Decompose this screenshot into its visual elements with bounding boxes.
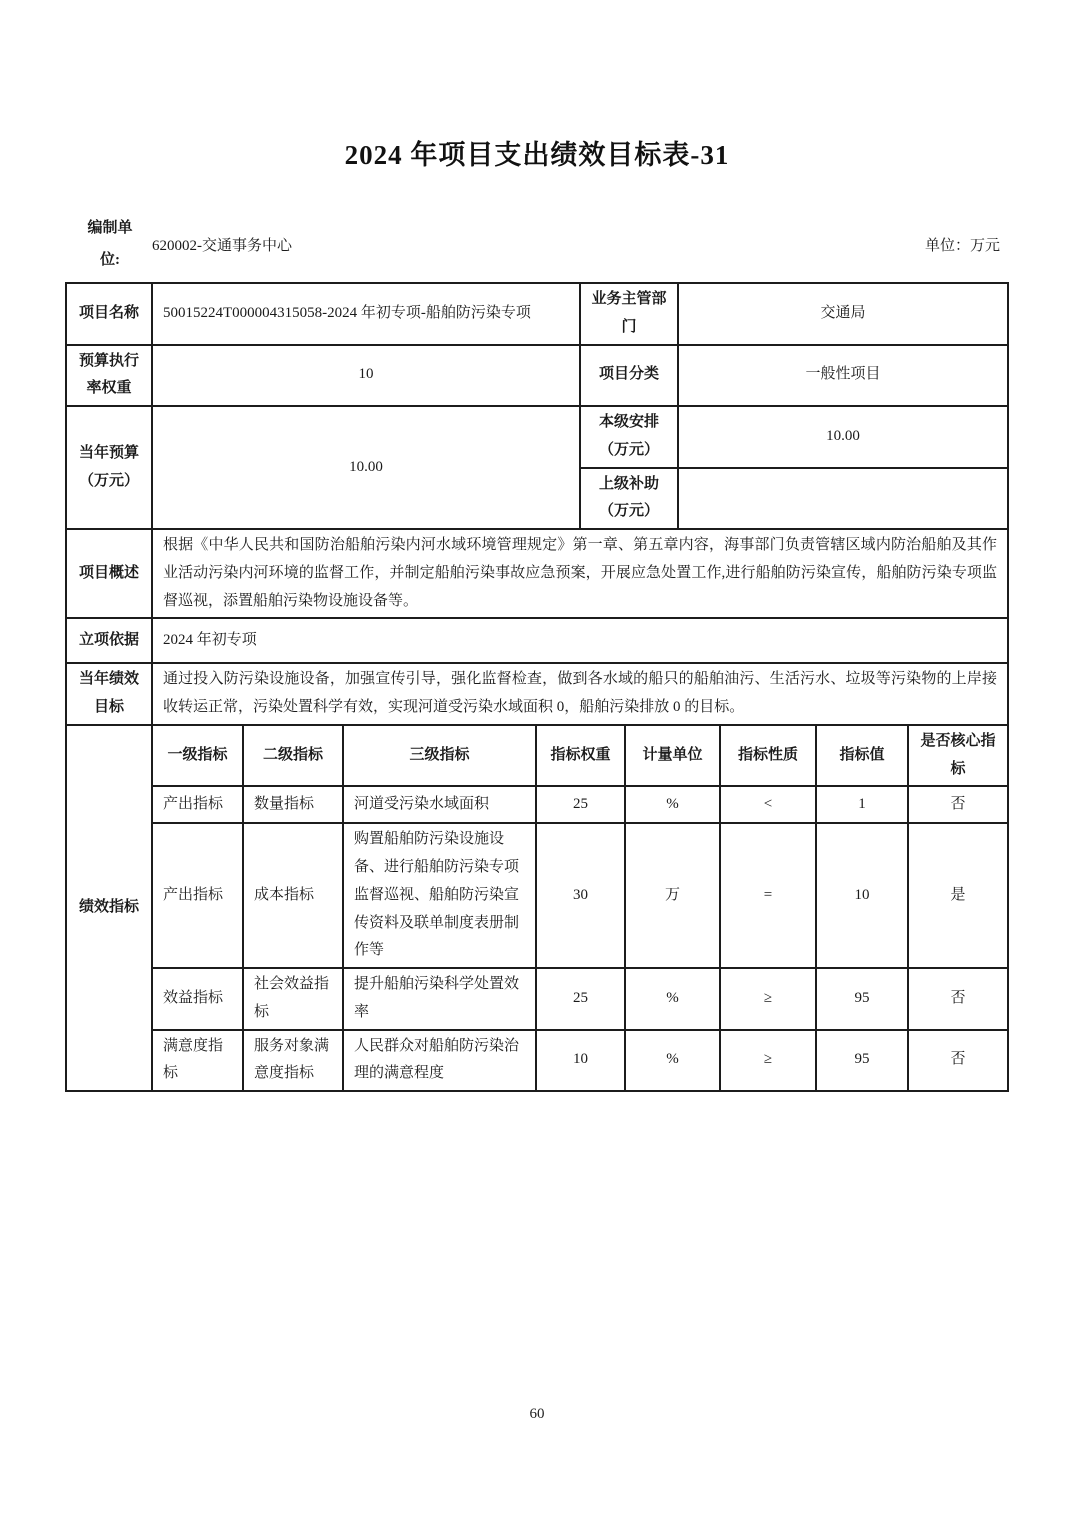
local-arrangement-label: 本级安排（万元） [580,406,678,468]
basis-label: 立项依据 [66,618,152,663]
value-cell: 1 [816,786,908,823]
header-value: 指标值 [816,725,908,787]
project-name-value: 50015224T000004315058-2024 年初专项-船舶防污染专项 [152,283,580,345]
level1-cell: 产出指标 [152,823,243,968]
annual-budget-label: 当年预算（万元） [66,406,152,529]
level3-cell: 人民群众对船舶防污染治理的满意程度 [343,1030,536,1092]
indicator-header-row [66,725,1008,787]
annual-budget-value: 10.00 [152,406,580,529]
header-core: 是否核心指标 [908,725,1008,787]
indicator-row [66,823,1008,968]
level2-cell: 数量指标 [243,786,343,823]
unit-note: 单位：万元 [924,238,1000,255]
level1-cell: 效益指标 [152,968,243,1030]
category-value: 一般性项目 [678,345,1008,407]
indicator-row [66,786,1008,823]
nature-cell: ≥ [720,1030,816,1092]
nature-cell: = [720,823,816,968]
header-unit: 计量单位 [625,725,720,787]
level3-cell: 提升船舶污染科学处置效率 [343,968,536,1030]
row-project-name [66,283,1008,345]
annual-goal-label: 当年绩效目标 [66,663,152,725]
value-cell: 10 [816,823,908,968]
level3-cell: 河道受污染水域面积 [343,786,536,823]
unit-cell: % [625,786,720,823]
superior-subsidy-label: 上级补助（万元） [580,468,678,530]
level3-cell: 购置船舶防污染设施设备、进行船舶防污染专项监督巡视、船舶防污染宣传资料及联单制度表册制作等 [343,823,536,968]
local-arrangement-value: 10.00 [678,406,1008,468]
core-cell: 是 [908,823,1008,968]
level1-cell: 满意度指标 [152,1030,243,1092]
header-weight: 指标权重 [536,725,625,787]
superior-subsidy-value [678,468,1008,530]
budget-weight-value: 10 [152,345,580,407]
header-nature: 指标性质 [720,725,816,787]
basis-value: 2024 年初专项 [152,618,1008,663]
header-level3: 三级指标 [343,725,536,787]
unit-cell: % [625,968,720,1030]
weight-cell: 25 [536,968,625,1030]
header-level1: 一级指标 [152,725,243,787]
overview-label: 项目概述 [66,529,152,618]
row-local-arrangement [66,406,1008,468]
row-overview [66,529,1008,618]
performance-target-table [65,282,1009,1092]
level2-cell: 社会效益指标 [243,968,343,1030]
level2-cell: 服务对象满意度指标 [243,1030,343,1092]
unit-cell: 万 [625,823,720,968]
overview-value: 根据《中华人民共和国防治船舶污染内河水域环境管理规定》第一章、第五章内容，海事部门负责管辖区域内防治船舶及其作业活动污染内河环境的监督工作，并制定船舶污染事故应急预案，开展应急处置工作,进行船舶防污染宣传，船舶防污染专项监督巡视，添置船舶污染物设施设备等。 [152,529,1008,618]
dept-label: 业务主管部门 [580,283,678,345]
meta-row [66,213,1008,276]
nature-cell: ≥ [720,968,816,1030]
level2-cell: 成本指标 [243,823,343,968]
page-title: 2024 年项目支出绩效目标表-31 [344,140,730,170]
core-cell: 否 [908,968,1008,1030]
row-basis [66,618,1008,663]
nature-cell: < [720,786,816,823]
row-annual-goal [66,663,1008,725]
row-budget-weight [66,345,1008,407]
page-number: 60 [529,1406,545,1422]
indicator-row [66,1030,1008,1092]
org-label: 编制单位: [87,220,133,268]
category-label: 项目分类 [580,345,678,407]
core-cell: 否 [908,786,1008,823]
weight-cell: 30 [536,823,625,968]
header-level2: 二级指标 [243,725,343,787]
value-cell: 95 [816,968,908,1030]
indicator-row [66,968,1008,1030]
core-cell: 否 [908,1030,1008,1092]
weight-cell: 25 [536,786,625,823]
indicators-section-label: 绩效指标 [66,725,152,1091]
value-cell: 95 [816,1030,908,1092]
unit-cell: % [625,1030,720,1092]
annual-goal-value: 通过投入防污染设施设备，加强宣传引导，强化监督检查，做到各水域的船只的船舶油污、生活污水、垃圾等污染物的上岸接收转运正常，污染处置科学有效，实现河道受污染水域面积 0，船舶污染排放 0 的目标。 [152,663,1008,725]
weight-cell: 10 [536,1030,625,1092]
level1-cell: 产出指标 [152,786,243,823]
dept-value: 交通局 [678,283,1008,345]
project-name-label: 项目名称 [66,283,152,345]
org-value: 620002-交通事务中心 [152,238,292,255]
budget-weight-label: 预算执行率权重 [66,345,152,407]
